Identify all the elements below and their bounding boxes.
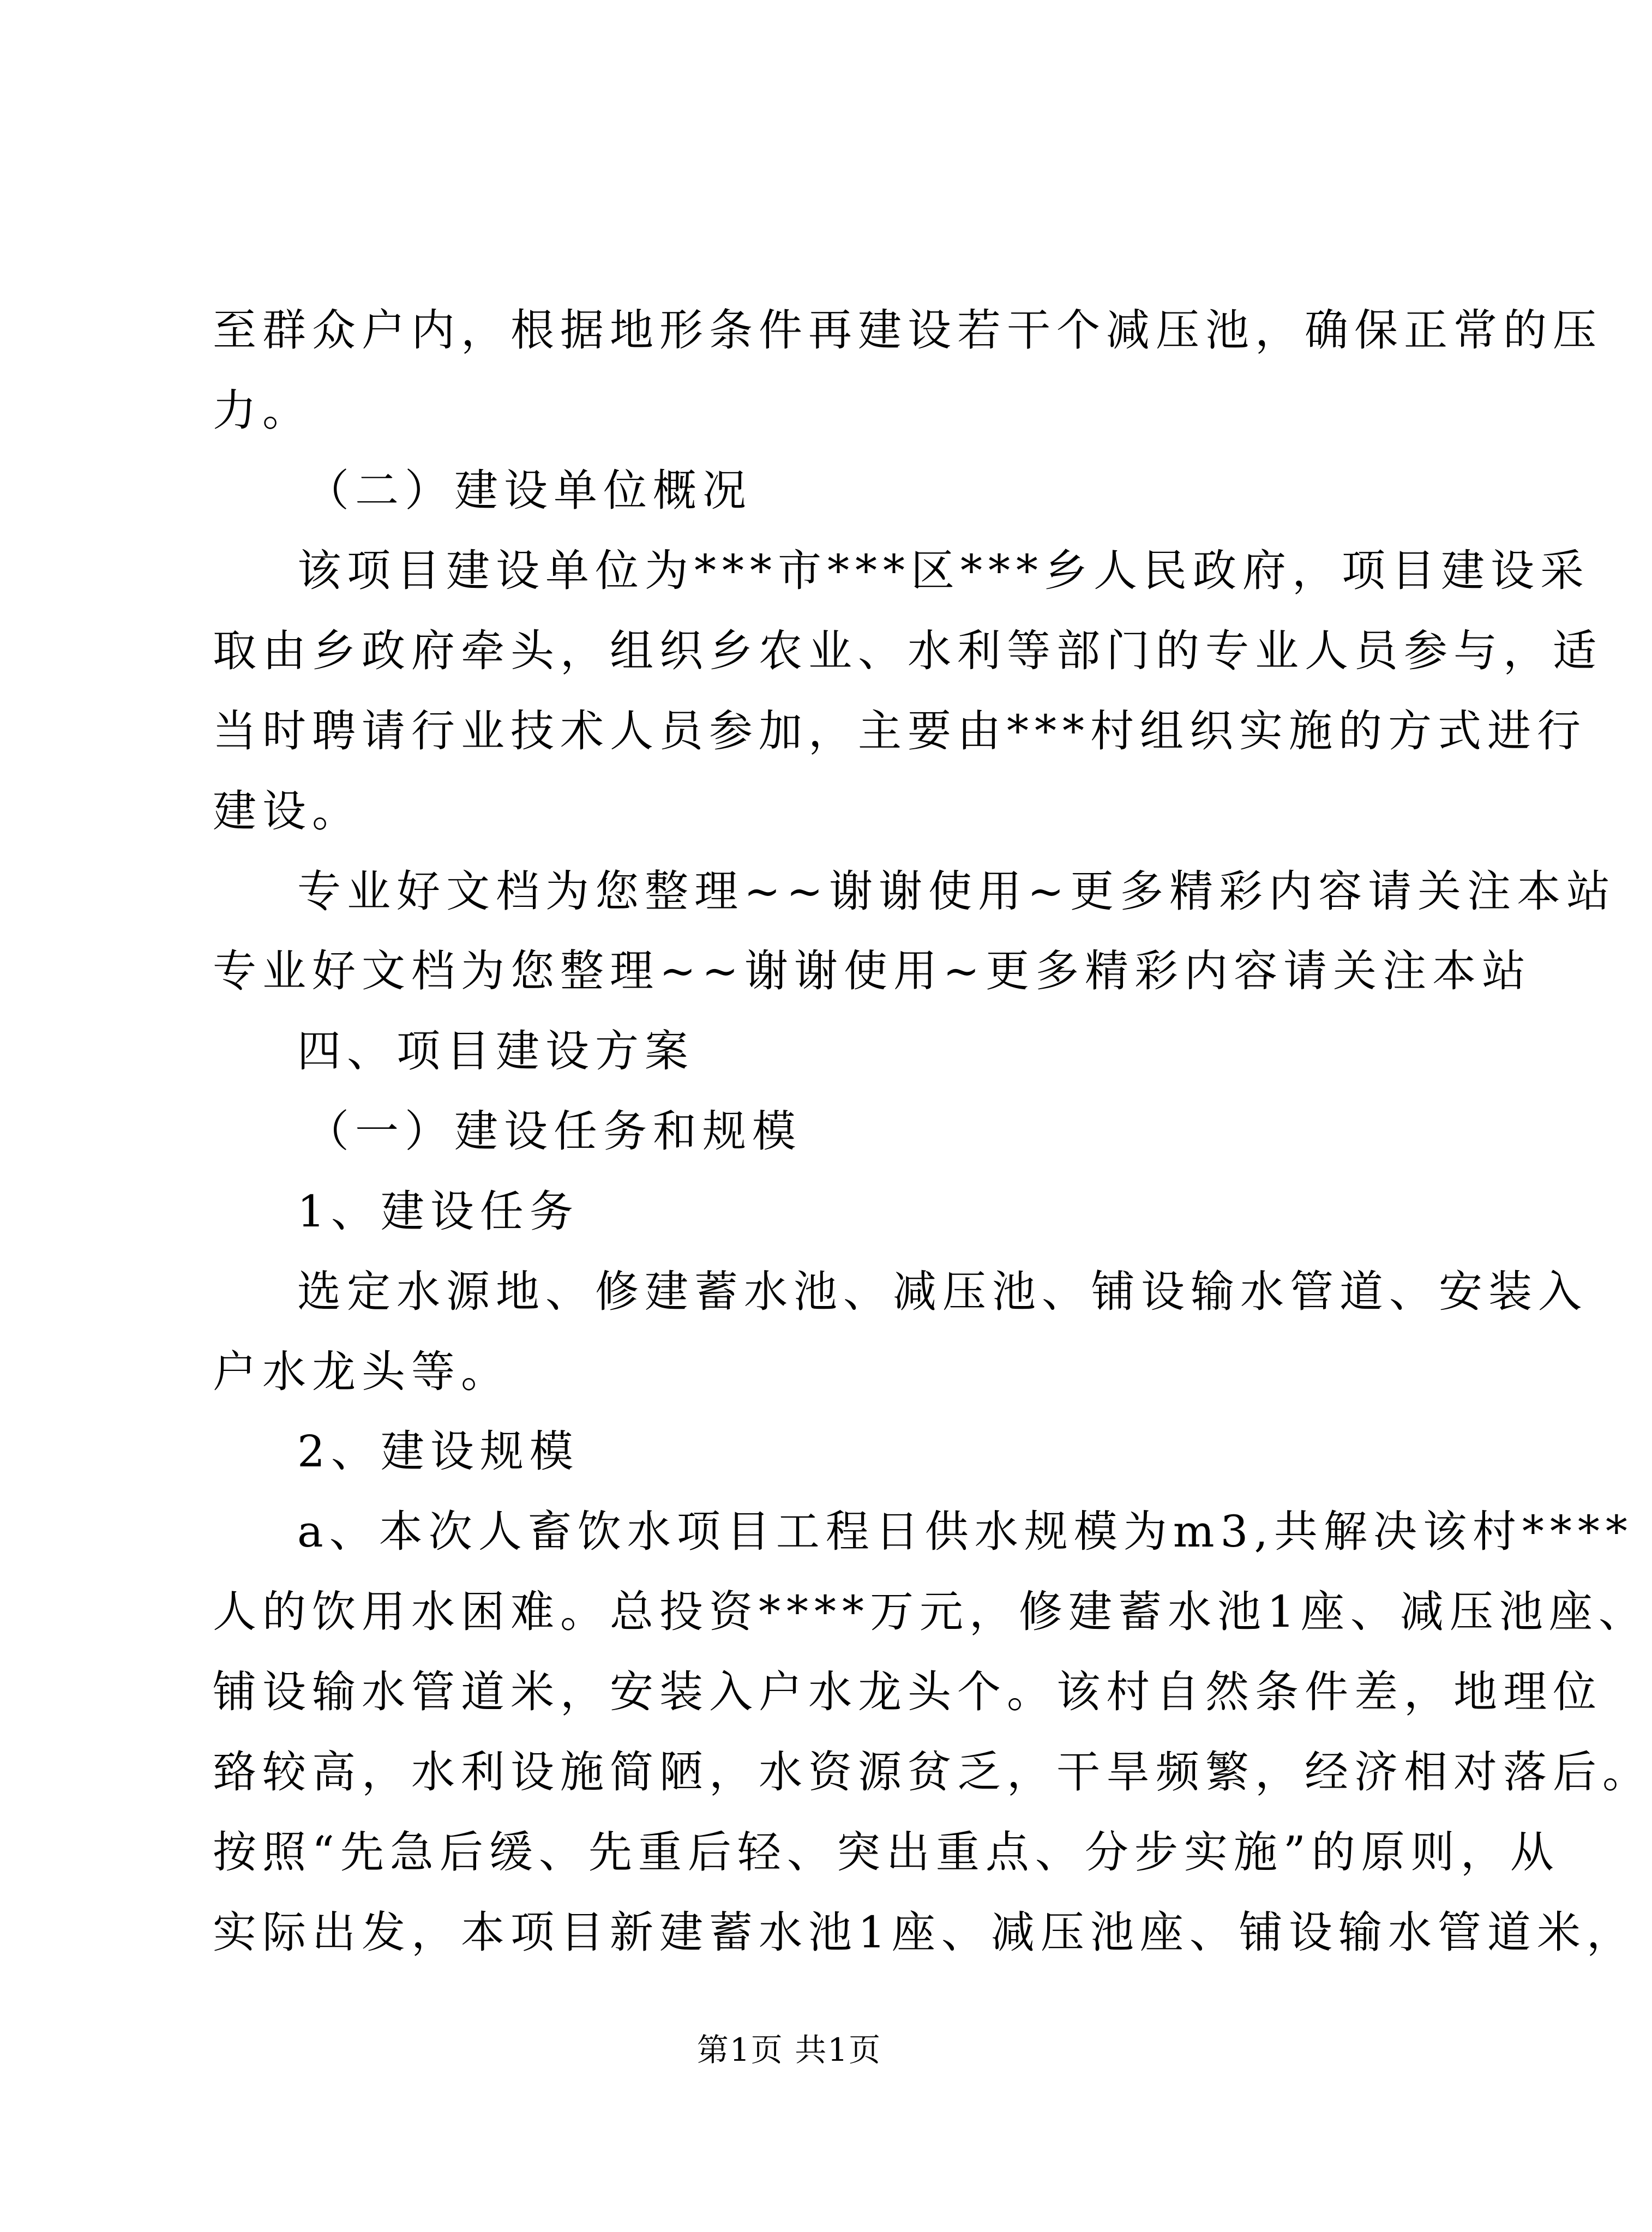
section-heading: （二）建设单位概况 — [305, 465, 752, 516]
paragraph-line: 户水龙头等。 — [213, 1346, 510, 1397]
paragraph-line: 选定水源地、修建蓄水池、减压池、铺设输水管道、安装入 — [297, 1266, 1588, 1317]
paragraph-line: 至群众户内，根据地形条件再建设若干个减压池，确保正常的压 — [213, 305, 1602, 356]
watermark-line: 专业好文档为您整理~~谢谢使用~更多精彩内容请关注本站 — [213, 946, 1532, 996]
paragraph-line: 当时聘请行业技术人员参加，主要由***村组织实施的方式进行 — [213, 706, 1587, 756]
paragraph-line: 按照“先急后缓、先重后轻、突出重点、分步实施”的原则，从 — [213, 1827, 1560, 1878]
paragraph-line: 力。 — [213, 385, 312, 436]
paragraph-line: 臵较高，水利设施简陋，水资源贫乏，干旱频繁，经济相对落后。 — [213, 1747, 1652, 1797]
paragraph-line: 取由乡政府牵头，组织乡农业、水利等部门的专业人员参与，适 — [213, 625, 1602, 676]
paragraph-line: a、本次人畜饮水项目工程日供水规模为m3,共解决该村**** — [297, 1506, 1633, 1557]
section-heading: 四、项目建设方案 — [297, 1026, 694, 1076]
paragraph-line: 人的饮用水困难。总投资****万元，修建蓄水池1座、减压池座、 — [213, 1586, 1648, 1637]
paragraph-line: 铺设输水管道米，安装入户水龙头个。该村自然条件差，地理位 — [213, 1667, 1602, 1717]
page-footer: 第1页 共1页 — [696, 2031, 882, 2068]
subsection-heading: （一）建设任务和规模 — [305, 1106, 802, 1157]
paragraph-line: 建设。 — [213, 786, 362, 837]
item-heading: 1、建设任务 — [297, 1186, 579, 1237]
watermark-line: 专业好文档为您整理~~谢谢使用~更多精彩内容请关注本站 — [297, 866, 1617, 917]
paragraph-line: 实际出发，本项目新建蓄水池1座、减压池座、铺设输水管道米， — [213, 1907, 1636, 1958]
item-heading: 2、建设规模 — [297, 1426, 579, 1477]
paragraph-line: 该项目建设单位为***市***区***乡人民政府，项目建设采 — [297, 545, 1590, 596]
